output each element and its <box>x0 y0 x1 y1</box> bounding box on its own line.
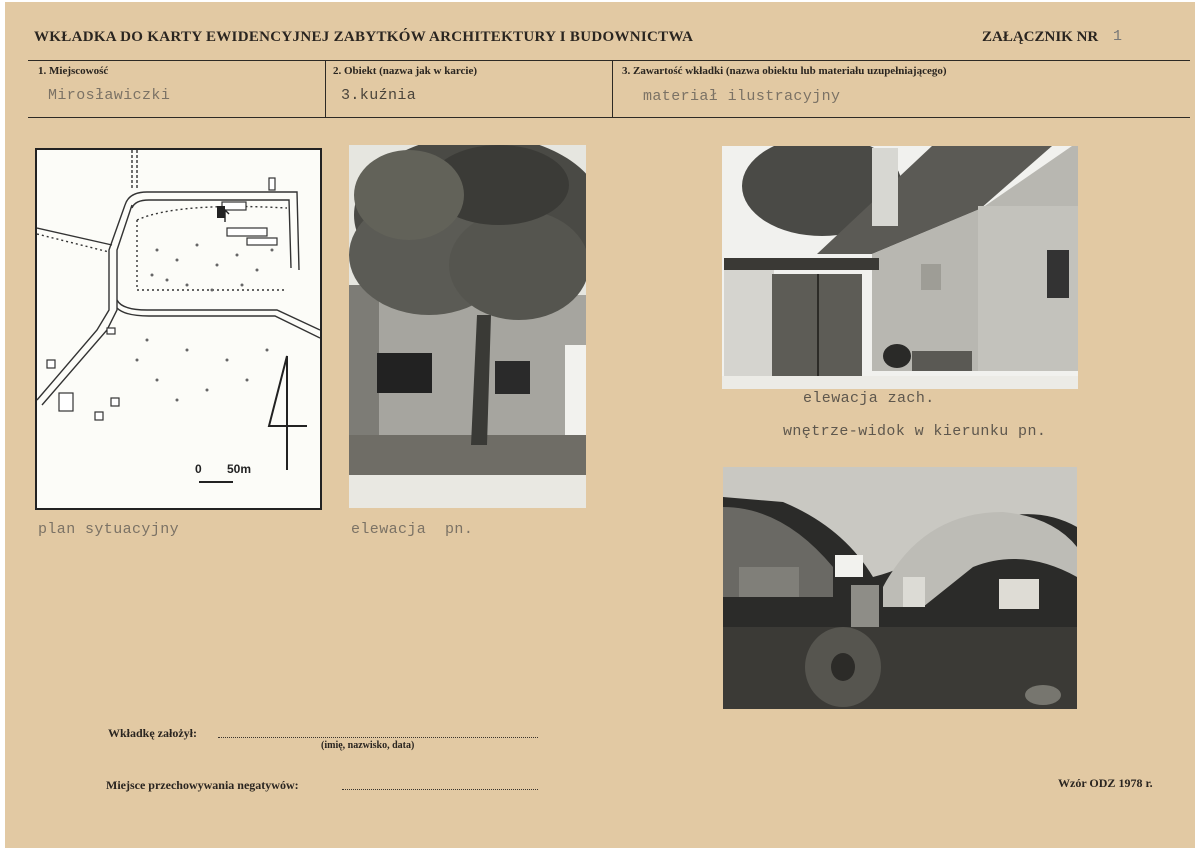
north-elevation-photo <box>349 145 586 508</box>
attachment-label: ZAŁĄCZNIK NR <box>982 29 1099 45</box>
west-elevation-photo <box>722 146 1078 389</box>
form-title: WKŁADKA DO KARTY EWIDENCYJNEJ ZABYTKÓW ARCHITEKTURY I BUDOWNICTWA <box>34 29 694 45</box>
content-value: materiał ilustracyjny <box>643 88 841 105</box>
template-id: Wzór ODZ 1978 r. <box>1058 776 1153 790</box>
map-scale-distance: 50m <box>227 462 252 476</box>
object-label: 2. Obiekt (nazwa jak w karcie) <box>333 65 478 77</box>
object-value: 3.kuźnia <box>341 87 417 104</box>
field-divider-1 <box>325 60 326 117</box>
site-plan-drawing <box>37 150 320 508</box>
negatives-label: Miejsce przechowywania negatywów: <box>106 778 299 792</box>
interior-photo <box>723 467 1077 709</box>
caption-site-plan: plan sytuacyjny <box>38 521 180 538</box>
site-plan-map <box>35 148 322 510</box>
header-rule <box>28 60 1190 61</box>
negatives-line <box>342 789 538 790</box>
content-label: 3. Zawartość wkładki (nazwa obiektu lub materiału uzupełniającego) <box>622 65 947 77</box>
caption-interior: wnętrze-widok w kierunku pn. <box>783 423 1047 440</box>
attachment-number: 1 <box>1113 28 1123 45</box>
caption-west-elevation: elewacja zach. <box>803 390 935 407</box>
field-divider-2 <box>612 60 613 117</box>
place-value: Mirosławiczki <box>48 87 171 104</box>
place-label: 1. Miejscowość <box>38 65 109 77</box>
map-scale-zero: 0 <box>195 462 202 476</box>
author-label: Wkładkę założył: <box>108 726 197 740</box>
author-hint: (imię, nazwisko, data) <box>321 740 415 751</box>
author-line <box>218 737 538 738</box>
fields-rule <box>28 117 1190 118</box>
caption-north-elevation: elewacja pn. <box>351 521 474 538</box>
